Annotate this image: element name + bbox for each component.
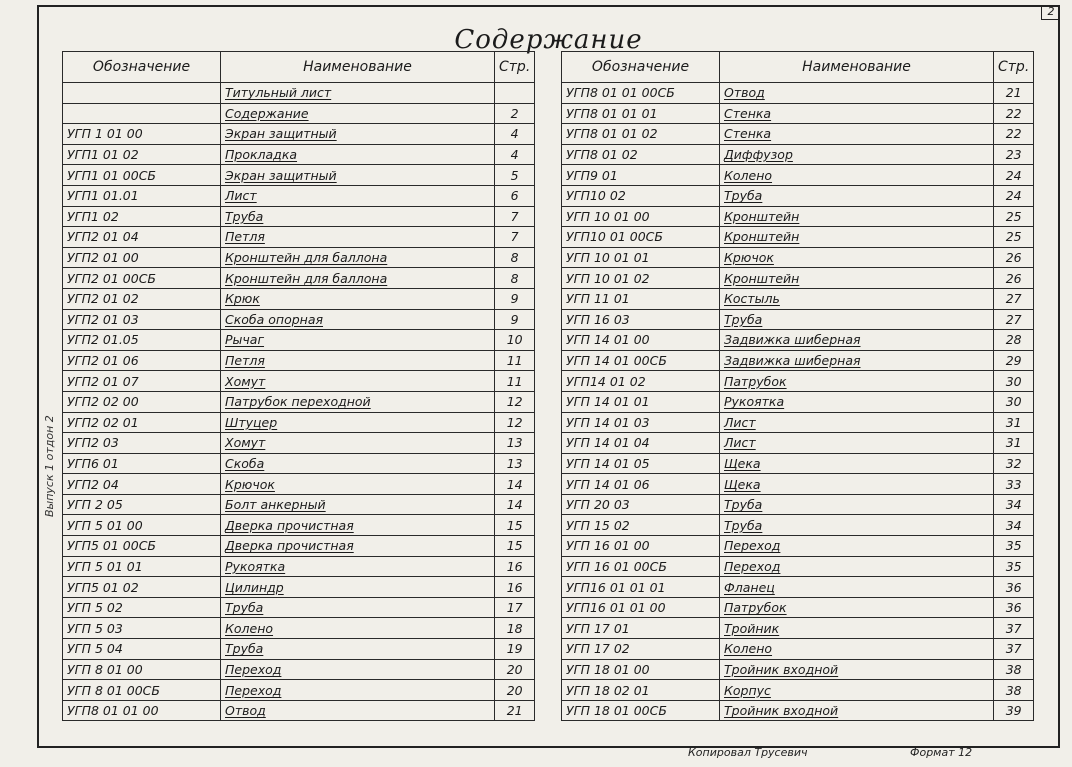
cell-page: 13 [495, 453, 535, 474]
cell-name: Труба [221, 639, 495, 660]
cell-page: 16 [495, 556, 535, 577]
cell-name: Отвод [221, 700, 495, 721]
table-row [63, 412, 535, 433]
cell-designation: УГП2 03 [63, 433, 221, 454]
cell-page: 21 [495, 700, 535, 721]
cell-page: 31 [994, 433, 1034, 454]
cell-name: Труба [221, 597, 495, 618]
table-row [562, 391, 1034, 412]
cell-page: 34 [994, 494, 1034, 515]
table-row [63, 185, 535, 206]
cell-page: 18 [495, 618, 535, 639]
table-row [63, 103, 535, 124]
cell-page: 7 [495, 206, 535, 227]
cell-designation: УГП 5 01 01 [63, 556, 221, 577]
table-row [63, 515, 535, 536]
table-row [562, 165, 1034, 186]
table-row [562, 680, 1034, 701]
cell-name: Колено [221, 618, 495, 639]
cell-designation: УГП2 01 04 [63, 227, 221, 248]
cell-designation: УГП10 02 [562, 185, 720, 206]
cell-designation: УГП 14 01 00 [562, 330, 720, 351]
footer [0, 743, 1072, 763]
table-row [63, 577, 535, 598]
table-row [562, 330, 1034, 351]
cell-page: 12 [495, 391, 535, 412]
cell-name: Корпус [720, 680, 994, 701]
cell-designation: УГП 18 02 01 [562, 680, 720, 701]
cell-page: 13 [495, 433, 535, 454]
cell-name: Стенка [720, 103, 994, 124]
table-row [63, 350, 535, 371]
cell-name: Экран защитный [221, 124, 495, 145]
cell-designation: УГП 16 01 00СБ [562, 556, 720, 577]
table-row [63, 474, 535, 495]
table-row [63, 124, 535, 145]
cell-designation: УГП2 01 06 [63, 350, 221, 371]
cell-designation: УГП16 01 01 00 [562, 597, 720, 618]
cell-designation: УГП2 01 00СБ [63, 268, 221, 289]
cell-page: 39 [994, 700, 1034, 721]
cell-page: 9 [495, 288, 535, 309]
cell-designation: УГП5 01 02 [63, 577, 221, 598]
cell-name: Кронштейн для баллона [221, 247, 495, 268]
cell-designation: УГП2 01.05 [63, 330, 221, 351]
table-row [63, 556, 535, 577]
table-row [562, 144, 1034, 165]
table-row [562, 536, 1034, 557]
page-number: 2 [1041, 5, 1060, 20]
cell-designation: УГП8 01 02 [562, 144, 720, 165]
cell-designation: УГП1 01 02 [63, 144, 221, 165]
table-row [63, 227, 535, 248]
table-row [63, 494, 535, 515]
cell-designation: УГП9 01 [562, 165, 720, 186]
cell-page: 21 [994, 83, 1034, 104]
cell-designation: УГП2 04 [63, 474, 221, 495]
cell-page: 27 [994, 309, 1034, 330]
cell-page: 22 [994, 124, 1034, 145]
cell-page: 37 [994, 618, 1034, 639]
sheet-format: Формат 12 [910, 746, 973, 759]
cell-name: Кронштейн для баллона [221, 268, 495, 289]
table-row [562, 83, 1034, 104]
cell-page: 12 [495, 412, 535, 433]
cell-designation: УГП2 01 00 [63, 247, 221, 268]
cell-name: Скоба опорная [221, 309, 495, 330]
cell-designation: УГП14 01 02 [562, 371, 720, 392]
cell-name: Щека [720, 474, 994, 495]
cell-name: Кронштейн [720, 206, 994, 227]
cell-page: 38 [994, 680, 1034, 701]
cell-name: Фланец [720, 577, 994, 598]
table-row [63, 206, 535, 227]
cell-page: 25 [994, 206, 1034, 227]
cell-page: 11 [495, 371, 535, 392]
cell-name: Крючок [221, 474, 495, 495]
table-row [562, 185, 1034, 206]
table-row [63, 330, 535, 351]
column-header-designation: Обозначение [562, 52, 720, 83]
cell-name: Содержание [221, 103, 495, 124]
cell-designation: УГП8 01 01 02 [562, 124, 720, 145]
cell-page: 6 [495, 185, 535, 206]
table-row [63, 247, 535, 268]
cell-name: Тройник [720, 618, 994, 639]
cell-designation: УГП8 01 01 00 [63, 700, 221, 721]
cell-designation: УГП8 01 01 00СБ [562, 83, 720, 104]
cell-designation: УГП 14 01 06 [562, 474, 720, 495]
table-row [562, 433, 1034, 454]
cell-page: 17 [495, 597, 535, 618]
cell-designation: УГП 15 02 [562, 515, 720, 536]
cell-page: 31 [994, 412, 1034, 433]
page-title: Содержание [454, 25, 643, 55]
cell-page: 30 [994, 391, 1034, 412]
cell-page: 5 [495, 165, 535, 186]
cell-page: 33 [994, 474, 1034, 495]
cell-page: 35 [994, 536, 1034, 557]
table-row [63, 700, 535, 721]
cell-designation: УГП 14 01 01 [562, 391, 720, 412]
cell-page: 28 [994, 330, 1034, 351]
table-row [562, 453, 1034, 474]
cell-designation: УГП 8 01 00 [63, 659, 221, 680]
cell-page: 7 [495, 227, 535, 248]
table-row [562, 124, 1034, 145]
cell-name: Переход [221, 659, 495, 680]
cell-page: 14 [495, 474, 535, 495]
table-row [562, 268, 1034, 289]
cell-designation: УГП 17 01 [562, 618, 720, 639]
cell-name: Тройник входной [720, 659, 994, 680]
cell-page: 27 [994, 288, 1034, 309]
cell-name: Рукоятка [720, 391, 994, 412]
cell-page: 8 [495, 247, 535, 268]
cell-designation: УГП1 01.01 [63, 185, 221, 206]
cell-page: 8 [495, 268, 535, 289]
cell-page: 24 [994, 185, 1034, 206]
table-row [63, 597, 535, 618]
table-row [562, 309, 1034, 330]
cell-name: Цилиндр [221, 577, 495, 598]
cell-name: Лист [720, 412, 994, 433]
cell-designation: УГП1 02 [63, 206, 221, 227]
cell-designation: УГП2 01 03 [63, 309, 221, 330]
cell-name: Задвижка шиберная [720, 330, 994, 351]
cell-name: Переход [221, 680, 495, 701]
cell-name: Рычаг [221, 330, 495, 351]
cell-name: Прокладка [221, 144, 495, 165]
cell-page: 26 [994, 247, 1034, 268]
cell-designation: УГП 10 01 01 [562, 247, 720, 268]
cell-name: Скоба [221, 453, 495, 474]
table-row [562, 618, 1034, 639]
cell-designation [63, 103, 221, 124]
table-row [63, 536, 535, 557]
table-row [562, 494, 1034, 515]
table-row [562, 371, 1034, 392]
cell-designation: УГП 2 05 [63, 494, 221, 515]
table-row [63, 659, 535, 680]
table-row [63, 288, 535, 309]
cell-page: 38 [994, 659, 1034, 680]
table-row [63, 371, 535, 392]
cell-designation: УГП 14 01 00СБ [562, 350, 720, 371]
table-row [63, 639, 535, 660]
table-row [562, 474, 1034, 495]
cell-page: 30 [994, 371, 1034, 392]
cell-name: Патрубок [720, 371, 994, 392]
cell-designation: УГП 20 03 [562, 494, 720, 515]
cell-page: 24 [994, 165, 1034, 186]
cell-name: Переход [720, 536, 994, 557]
cell-designation: УГП 14 01 05 [562, 453, 720, 474]
cell-name: Труба [720, 309, 994, 330]
table-row [562, 206, 1034, 227]
cell-name: Болт анкерный [221, 494, 495, 515]
cell-page: 23 [994, 144, 1034, 165]
cell-designation: УГП 10 01 00 [562, 206, 720, 227]
table-row [63, 433, 535, 454]
cell-name: Крючок [720, 247, 994, 268]
column-header-name: Наименование [720, 52, 994, 83]
table-row [562, 659, 1034, 680]
table-row [562, 597, 1034, 618]
copied-by: Копировал Трусевич [688, 746, 808, 759]
cell-name: Задвижка шиберная [720, 350, 994, 371]
cell-page: 36 [994, 577, 1034, 598]
table-row [63, 268, 535, 289]
column-header-page: Стр. [994, 52, 1034, 83]
table-row [562, 700, 1034, 721]
table-row [63, 309, 535, 330]
table-row [562, 515, 1034, 536]
column-header-designation: Обозначение [63, 52, 221, 83]
cell-page: 4 [495, 124, 535, 145]
cell-name: Патрубок переходной [221, 391, 495, 412]
cell-page: 20 [495, 680, 535, 701]
cell-designation: УГП 1 01 00 [63, 124, 221, 145]
table-row [562, 350, 1034, 371]
cell-designation: УГП 14 01 03 [562, 412, 720, 433]
cell-page: 16 [495, 577, 535, 598]
cell-name: Штуцер [221, 412, 495, 433]
table-row [63, 680, 535, 701]
cell-name: Стенка [720, 124, 994, 145]
cell-name: Костыль [720, 288, 994, 309]
cell-designation: УГП 16 03 [562, 309, 720, 330]
cell-name: Петля [221, 227, 495, 248]
cell-name: Щека [720, 453, 994, 474]
cell-page: 15 [495, 515, 535, 536]
margin-note: Выпуск 1 отдон 2 [43, 415, 56, 517]
cell-page: 25 [994, 227, 1034, 248]
cell-designation: УГП2 01 07 [63, 371, 221, 392]
table-row [562, 103, 1034, 124]
cell-name: Колено [720, 165, 994, 186]
table-row [562, 227, 1034, 248]
cell-name: Колено [720, 639, 994, 660]
cell-name: Тройник входной [720, 700, 994, 721]
cell-name: Хомут [221, 433, 495, 454]
cell-name: Отвод [720, 83, 994, 104]
cell-page: 15 [495, 536, 535, 557]
cell-name: Дверка прочистная [221, 536, 495, 557]
cell-page: 29 [994, 350, 1034, 371]
cell-designation: УГП 5 04 [63, 639, 221, 660]
cell-designation: УГП 18 01 00 [562, 659, 720, 680]
table-row [63, 618, 535, 639]
cell-name: Титульный лист [221, 83, 495, 104]
header-row [63, 52, 535, 83]
cell-designation: УГП2 01 02 [63, 288, 221, 309]
cell-page [495, 83, 535, 104]
cell-page: 10 [495, 330, 535, 351]
table-row [562, 639, 1034, 660]
column-header-name: Наименование [221, 52, 495, 83]
cell-page: 26 [994, 268, 1034, 289]
cell-name: Диффузор [720, 144, 994, 165]
cell-designation: УГП 10 01 02 [562, 268, 720, 289]
cell-name: Дверка прочистная [221, 515, 495, 536]
cell-designation [63, 83, 221, 104]
cell-designation: УГП10 01 00СБ [562, 227, 720, 248]
table-row [63, 391, 535, 412]
cell-name: Хомут [221, 371, 495, 392]
margin-note-area [35, 47, 65, 517]
cell-designation: УГП 5 02 [63, 597, 221, 618]
cell-name: Кронштейн [720, 268, 994, 289]
cell-designation: УГП2 02 01 [63, 412, 221, 433]
cell-page: 32 [994, 453, 1034, 474]
cell-page: 4 [495, 144, 535, 165]
cell-name: Труба [720, 494, 994, 515]
table-row [63, 165, 535, 186]
cell-page: 11 [495, 350, 535, 371]
cell-name: Труба [720, 185, 994, 206]
table-row [63, 144, 535, 165]
cell-name: Патрубок [720, 597, 994, 618]
cell-page: 14 [495, 494, 535, 515]
drawing-sheet [37, 5, 1060, 748]
table-row [562, 247, 1034, 268]
cell-name: Кронштейн [720, 227, 994, 248]
cell-name: Рукоятка [221, 556, 495, 577]
cell-name: Переход [720, 556, 994, 577]
cell-designation: УГП6 01 [63, 453, 221, 474]
cell-name: Труба [221, 206, 495, 227]
cell-page: 9 [495, 309, 535, 330]
cell-designation: УГП1 01 00СБ [63, 165, 221, 186]
cell-page: 37 [994, 639, 1034, 660]
cell-name: Лист [720, 433, 994, 454]
cell-name: Лист [221, 185, 495, 206]
cell-page: 34 [994, 515, 1034, 536]
cell-name: Крюк [221, 288, 495, 309]
table-row [562, 288, 1034, 309]
cell-name: Экран защитный [221, 165, 495, 186]
table-row [562, 577, 1034, 598]
cell-designation: УГП 18 01 00СБ [562, 700, 720, 721]
cell-designation: УГП 5 01 00 [63, 515, 221, 536]
table-row [562, 556, 1034, 577]
cell-page: 20 [495, 659, 535, 680]
cell-designation: УГП 14 01 04 [562, 433, 720, 454]
table-row [562, 412, 1034, 433]
contents-table-left [62, 51, 535, 721]
table-row [63, 453, 535, 474]
cell-designation: УГП5 01 00СБ [63, 536, 221, 557]
cell-designation: УГП 5 03 [63, 618, 221, 639]
cell-designation: УГП 16 01 00 [562, 536, 720, 557]
column-header-page: Стр. [495, 52, 535, 83]
contents-table-right [561, 51, 1034, 721]
cell-name: Труба [720, 515, 994, 536]
cell-page: 35 [994, 556, 1034, 577]
cell-designation: УГП8 01 01 01 [562, 103, 720, 124]
header-row [562, 52, 1034, 83]
cell-designation: УГП 11 01 [562, 288, 720, 309]
table-row [63, 83, 535, 104]
cell-designation: УГП2 02 00 [63, 391, 221, 412]
cell-page: 36 [994, 597, 1034, 618]
cell-page: 2 [495, 103, 535, 124]
cell-page: 22 [994, 103, 1034, 124]
cell-page: 19 [495, 639, 535, 660]
cell-designation: УГП 17 02 [562, 639, 720, 660]
cell-name: Петля [221, 350, 495, 371]
cell-designation: УГП16 01 01 01 [562, 577, 720, 598]
cell-designation: УГП 8 01 00СБ [63, 680, 221, 701]
